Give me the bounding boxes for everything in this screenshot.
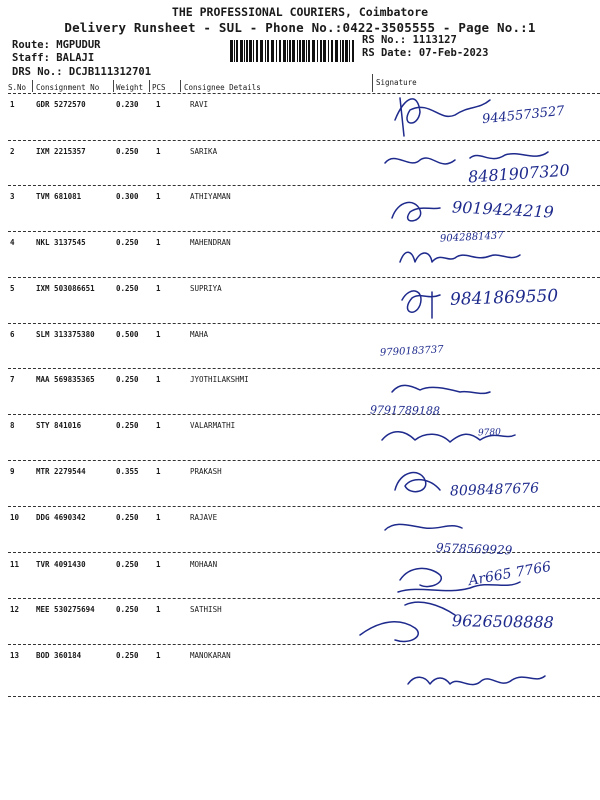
row-pieces: 1: [156, 375, 161, 384]
row-serial-number: 2: [10, 147, 15, 156]
row-consignee-name: MAHENDRAN: [190, 238, 231, 247]
barcode-bar: [299, 40, 301, 62]
barcode-bar: [349, 40, 350, 62]
barcode-bar: [352, 40, 354, 62]
row-consignee-name: SARIKA: [190, 147, 218, 156]
barcode-bar: [236, 40, 238, 62]
rs-number: RS No.: 1113127: [362, 34, 457, 46]
row-weight: 0.300: [116, 192, 139, 201]
rs-date: RS Date: 07-Feb-2023: [362, 47, 489, 59]
barcode-bar: [244, 40, 245, 62]
row-pieces: 1: [156, 284, 161, 293]
row-divider: [8, 598, 600, 599]
handwritten-phone-number: 8481907320: [467, 160, 571, 187]
barcode-bar: [302, 40, 305, 62]
row-divider: [8, 644, 600, 645]
row-pieces: 1: [156, 421, 161, 430]
handwritten-phone-number: Ar665 7766: [467, 558, 553, 590]
row-consignment-number: MEE 530275694: [36, 605, 95, 614]
row-pieces: 1: [156, 147, 161, 156]
barcode-bar: [335, 40, 338, 62]
row-weight: 0.355: [116, 467, 139, 476]
row-consignment-number: NKL 3137545: [36, 238, 86, 247]
row-pieces: 1: [156, 513, 161, 522]
col-divider: [149, 80, 150, 92]
row-consignment-number: DDG 4690342: [36, 513, 86, 522]
row-divider: [8, 696, 600, 697]
row-divider: [8, 506, 600, 507]
row-weight: 0.250: [116, 605, 139, 614]
row-consignee-name: JYOTHILAKSHMI: [190, 375, 249, 384]
barcode-bar: [323, 40, 326, 62]
row-weight: 0.250: [116, 651, 139, 660]
handwritten-phone-number: 8098487676: [449, 480, 540, 500]
row-weight: 0.250: [116, 513, 139, 522]
barcode-bar: [253, 40, 254, 62]
row-serial-number: 8: [10, 421, 15, 430]
barcode-bar: [267, 40, 269, 62]
barcode-bar: [279, 40, 281, 62]
row-serial-number: 10: [10, 513, 20, 522]
row-divider: [8, 231, 600, 232]
row-consignment-number: GDR 5272570: [36, 100, 86, 109]
col-divider: [32, 80, 33, 92]
barcode-bar: [308, 40, 310, 62]
row-serial-number: 7: [10, 375, 15, 384]
barcode-bar: [306, 40, 307, 62]
row-serial-number: 9: [10, 467, 15, 476]
barcode-bar: [328, 40, 329, 62]
row-serial-number: 11: [10, 560, 20, 569]
staff-label: Staff: BALAJI: [12, 52, 95, 64]
barcode-bar: [240, 40, 243, 62]
row-consignee-name: SUPRIYA: [190, 284, 222, 293]
row-divider: [8, 368, 600, 369]
row-weight: 0.250: [116, 560, 139, 569]
col-divider: [180, 80, 181, 92]
row-consignee-name: RAJAVE: [190, 513, 218, 522]
col-header-sno: S.No: [8, 83, 27, 92]
row-consignee-name: MANOKARAN: [190, 651, 231, 660]
handwritten-phone-number: 9042881437: [439, 230, 504, 245]
handwritten-phone-number: 9780: [477, 427, 502, 439]
row-consignee-name: PRAKASH: [190, 467, 222, 476]
row-pieces: 1: [156, 238, 161, 247]
row-serial-number: 5: [10, 284, 15, 293]
row-pieces: 1: [156, 560, 161, 569]
row-divider: [8, 277, 600, 278]
row-consignee-name: SATHISH: [190, 605, 222, 614]
handwritten-phone-number: 9841869550: [449, 286, 559, 310]
row-weight: 0.250: [116, 147, 139, 156]
barcode-bar: [234, 40, 235, 62]
row-divider: [8, 460, 600, 461]
handwritten-phone-number: 9445573527: [481, 103, 566, 128]
barcode-bar: [317, 40, 318, 62]
col-header-pcs: PCS: [152, 83, 166, 92]
row-serial-number: 4: [10, 238, 15, 247]
row-pieces: 1: [156, 192, 161, 201]
row-consignee-name: ATHIYAMAN: [190, 192, 231, 201]
barcode-bar: [287, 40, 288, 62]
barcode-bar: [320, 40, 322, 62]
col-header-consignee: Consignee Details: [184, 83, 261, 92]
row-consignment-number: IXM 2215357: [36, 147, 86, 156]
barcode-bar: [292, 40, 295, 62]
row-pieces: 1: [156, 330, 161, 339]
row-weight: 0.500: [116, 330, 139, 339]
barcode-bar: [265, 40, 266, 62]
barcode-bar: [342, 40, 344, 62]
row-consignment-number: BOD 360184: [36, 651, 82, 660]
row-consignee-name: MAHA: [190, 330, 209, 339]
runsheet-title: Delivery Runsheet - SUL - Phone No.:0422-3505555 - Page No.:1: [64, 20, 536, 35]
row-consignment-number: MAA 569835365: [36, 375, 95, 384]
row-pieces: 1: [156, 467, 161, 476]
barcode-bar: [340, 40, 341, 62]
row-pieces: 1: [156, 651, 161, 660]
col-divider: [372, 74, 373, 92]
barcode-bar: [271, 40, 274, 62]
col-header-weight: Weight: [116, 83, 144, 92]
row-consignment-number: TVM 681081: [36, 192, 82, 201]
row-serial-number: 12: [10, 605, 20, 614]
row-serial-number: 6: [10, 330, 15, 339]
drs-number: DRS No.: DCJB111312701: [12, 66, 152, 78]
row-serial-number: 3: [10, 192, 15, 201]
route-label: Route: MGPUDUR: [12, 39, 101, 51]
row-weight: 0.250: [116, 284, 139, 293]
barcode-bar: [256, 40, 258, 62]
barcode-bar: [331, 40, 333, 62]
row-consignment-number: TVR 4091430: [36, 560, 86, 569]
row-divider: [8, 185, 600, 186]
col-header-consignment: Consignment No: [36, 83, 100, 92]
row-consignment-number: IXM 503086651: [36, 284, 95, 293]
row-divider: [8, 323, 600, 324]
barcode-bar: [312, 40, 315, 62]
barcode-bar: [230, 40, 233, 62]
row-weight: 0.250: [116, 238, 139, 247]
row-weight: 0.230: [116, 100, 139, 109]
row-consignment-number: MTR 2279544: [36, 467, 86, 476]
barcode-bar: [260, 40, 263, 62]
handwritten-phone-number: 9791789188: [369, 403, 441, 418]
row-divider: [8, 140, 600, 141]
row-consignment-number: SLM 313375380: [36, 330, 95, 339]
handwritten-phone-number: 9626508888: [451, 611, 554, 632]
row-consignee-name: VALARMATHI: [190, 421, 236, 430]
barcode-bar: [345, 40, 348, 62]
barcode-bar: [276, 40, 277, 62]
row-pieces: 1: [156, 605, 161, 614]
row-weight: 0.250: [116, 375, 139, 384]
barcode-bar: [246, 40, 248, 62]
barcode-bar: [249, 40, 252, 62]
barcode-bar: [297, 40, 298, 62]
header-divider: [8, 93, 600, 94]
row-serial-number: 1: [10, 100, 15, 109]
handwritten-phone-number: 9578569929: [435, 540, 513, 558]
handwritten-phone-number: 9790183737: [379, 344, 444, 359]
barcode-bar: [283, 40, 286, 62]
row-pieces: 1: [156, 100, 161, 109]
col-header-signature: Signature: [376, 78, 417, 87]
barcode: [230, 40, 356, 62]
handwritten-phone-number: 9019424219: [451, 197, 555, 222]
row-weight: 0.250: [116, 421, 139, 430]
row-consignment-number: STY 841016: [36, 421, 82, 430]
col-divider: [113, 80, 114, 92]
row-divider: [8, 414, 600, 415]
row-serial-number: 13: [10, 651, 20, 660]
row-consignee-name: MOHAAN: [190, 560, 218, 569]
row-consignee-name: RAVI: [190, 100, 209, 109]
barcode-bar: [289, 40, 291, 62]
company-title: THE PROFESSIONAL COURIERS, Coimbatore: [171, 5, 429, 19]
